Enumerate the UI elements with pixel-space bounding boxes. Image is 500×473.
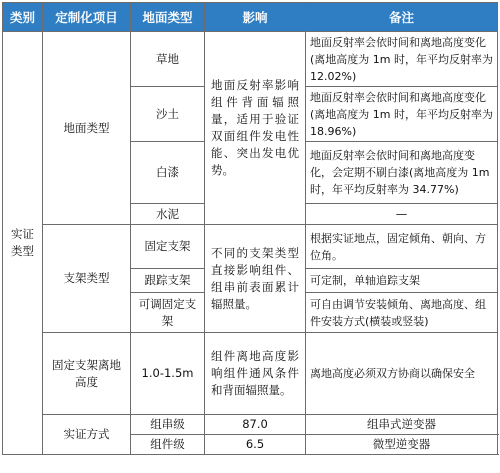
category-experiment-type: 实证类型	[3, 32, 43, 455]
mount-type-cell: 可调固定支架	[131, 293, 205, 333]
mount-impact-cell: 不同的支架类型直接影响组件、组串前表面累计辐照量。	[205, 225, 306, 333]
ground-type-cell: 沙土	[131, 87, 205, 142]
height-impact-cell: 组件离地高度影响组件通风条件和背面辐照量。	[205, 333, 306, 415]
mode-project-cell: 组串级	[131, 415, 205, 435]
project-mount-type: 支架类型	[43, 225, 131, 333]
ground-type-cell: 白漆	[131, 142, 205, 204]
custom-items-table	[2, 2, 498, 455]
note-cell: 离地高度必须双方协商以确保安全	[306, 333, 498, 415]
table-row	[3, 333, 498, 415]
mount-type-cell: 固定支架	[131, 225, 205, 269]
header-note: 备注	[306, 3, 498, 32]
ground-type-cell: 草地	[131, 32, 205, 87]
mode-value-cell: 6.5	[205, 435, 306, 455]
category-experiment-mode: 实证方式	[43, 415, 131, 455]
mode-project-cell: 组件级	[131, 435, 205, 455]
note-cell: 地面反射率会依时间和离地高度变化(离地高度为 1m 时，年平均反射率为 18.96%)	[306, 87, 498, 142]
mode-note-cell: 微型逆变器	[306, 435, 498, 455]
ground-impact-cell: 地面反射率影响组件背面辐照量，适用于验证双面组件发电性能、突出发电优势。	[205, 32, 306, 225]
header-category: 类别	[3, 3, 43, 32]
height-range-cell: 1.0-1.5m	[131, 333, 205, 415]
note-cell: 地面反射率会依时间和离地高度变化(离地高度为 1m 时，年平均反射率为 12.02%)	[306, 32, 498, 87]
mode-value-cell: 87.0	[205, 415, 306, 435]
table-header-row	[3, 3, 498, 32]
table-row	[3, 32, 498, 87]
header-impact: 影响	[205, 3, 306, 32]
note-cell: 可自由调节安装倾角、离地高度、组件安装方式(横装或竖装)	[306, 293, 498, 333]
header-custom-item: 定制化项目	[43, 3, 131, 32]
note-cell: 根据实证地点，固定倾角、朝向、方位角。	[306, 225, 498, 269]
table-row	[3, 415, 498, 435]
mode-note-cell: 组串式逆变器	[306, 415, 498, 435]
project-ground-type: 地面类型	[43, 32, 131, 225]
note-cell: —	[306, 204, 498, 225]
header-ground-type: 地面类型	[131, 3, 205, 32]
project-mount-height: 固定支架离地高度	[43, 333, 131, 415]
mount-type-cell: 跟踪支架	[131, 269, 205, 293]
note-cell: 可定制，单轴追踪支架	[306, 269, 498, 293]
table-row	[3, 225, 498, 269]
ground-type-cell: 水泥	[131, 204, 205, 225]
note-cell: 地面反射率会依时间和离地高度变化，会定期不刷白漆(离地高度为 1m 时，年平均反射率为 34.77%)	[306, 142, 498, 204]
